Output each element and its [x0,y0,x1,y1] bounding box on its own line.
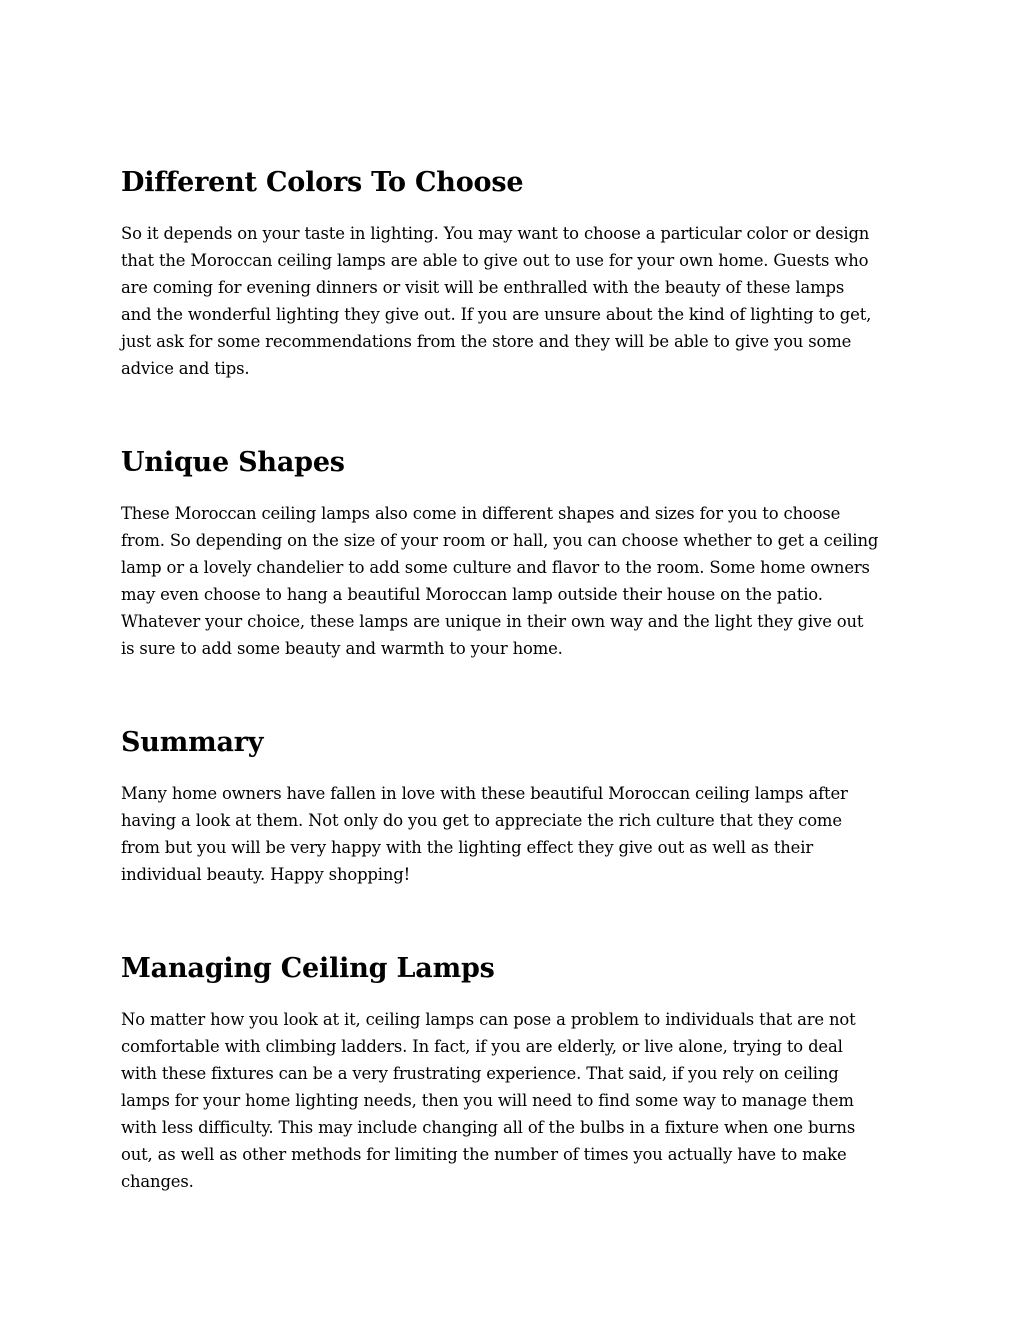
paragraph-line: from. So depending on the size of your room or hall, you can choose whether to get a ceiling [121,531,879,550]
paragraph-line: with these fixtures can be a very frustrating experience. That said, if you rely on ceiling [121,1064,839,1083]
paragraph-line: and the wonderful lighting they give out. If you are unsure about the kind of lighting to get, [121,305,872,324]
section-paragraph [121,1006,911,1195]
paragraph-line: having a look at them. Not only do you get to appreciate the rich culture that they come [121,811,842,830]
section-heading: Managing Ceiling Lamps [121,953,495,984]
paragraph-line: from but you will be very happy with the lighting effect they give out as well as their [121,838,814,857]
paragraph-line: that the Moroccan ceiling lamps are able to give out to use for your own home. Guests who [121,251,869,270]
paragraph-line: These Moroccan ceiling lamps also come in different shapes and sizes for you to choose [121,504,841,523]
section-paragraph [121,220,911,382]
paragraph-line: advice and tips. [121,359,250,378]
section-unique-shapes [121,446,911,662]
paragraph-line: No matter how you look at it, ceiling lamps can pose a problem to individuals that are not [121,1010,856,1029]
paragraph-line: just ask for some recommendations from the store and they will be able to give you some [121,332,852,351]
section-managing-ceiling-lamps [121,952,911,1195]
paragraph-line: are coming for evening dinners or visit will be enthralled with the beauty of these lamps [121,278,845,297]
section-heading: Different Colors To Choose [121,167,524,198]
paragraph-line: is sure to add some beauty and warmth to your home. [121,639,563,658]
paragraph-line: comfortable with climbing ladders. In fact, if you are elderly, or live alone, trying to deal [121,1037,843,1056]
paragraph-line: So it depends on your taste in lighting. You may want to choose a particular color or design [121,224,870,243]
paragraph-line: lamp or a lovely chandelier to add some culture and flavor to the room. Some home owners [121,558,870,577]
section-paragraph [121,500,911,662]
paragraph-line: out, as well as other methods for limiting the number of times you actually have to make [121,1145,847,1164]
paragraph-line: lamps for your home lighting needs, then you will need to find some way to manage them [121,1091,854,1110]
paragraph-line: Many home owners have fallen in love with these beautiful Moroccan ceiling lamps after [121,784,848,803]
paragraph-line: with less difficulty. This may include changing all of the bulbs in a fixture when one burns [121,1118,856,1137]
paragraph-line: Whatever your choice, these lamps are unique in their own way and the light they give out [121,612,864,631]
section-heading: Summary [121,727,264,758]
section-summary [121,726,911,888]
paragraph-line: may even choose to hang a beautiful Moroccan lamp outside their house on the patio. [121,585,823,604]
section-heading: Unique Shapes [121,447,345,478]
paragraph-line: changes. [121,1172,194,1191]
paragraph-line: individual beauty. Happy shopping! [121,865,411,884]
section-different-colors [121,166,911,382]
section-paragraph [121,780,911,888]
